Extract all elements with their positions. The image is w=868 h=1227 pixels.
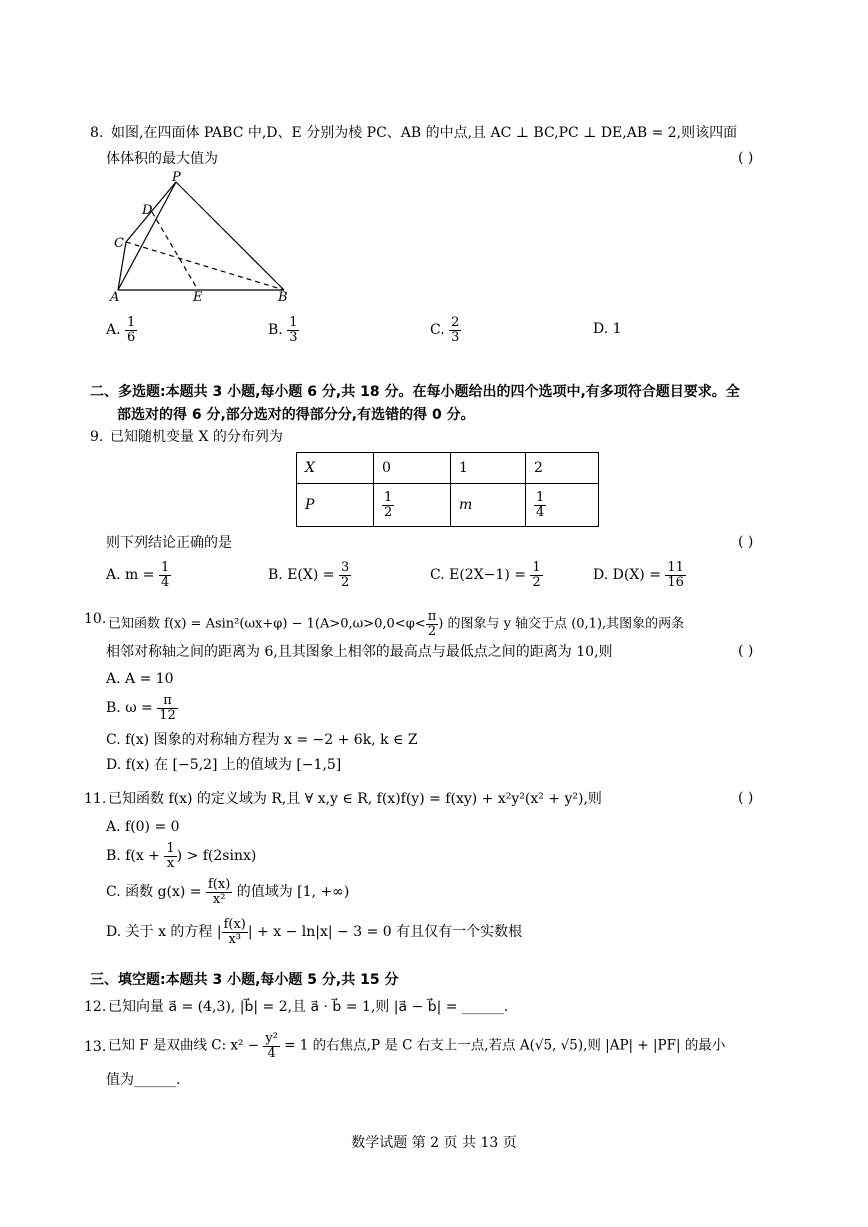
q10-option-b[interactable]: B. ω = $\frac{\pi}{12}$ <box>106 693 176 723</box>
table-cell: 2 <box>526 453 599 484</box>
distribution-table <box>296 452 599 527</box>
q13-stem-line2: 值为______. <box>106 1072 181 1088</box>
q11-answer-paren: ( ) <box>738 790 754 806</box>
section2-heading-line2: 部选对的得 6 分,部分选对的得部分分,有选错的得 0 分。 <box>117 407 475 423</box>
label-D: D <box>142 203 153 218</box>
q10-option-c[interactable]: C. f(x) 图象的对称轴方程为 x = −2 + 6k, k ∈ Z <box>106 732 418 748</box>
q9-option-b[interactable]: B. E(X) = $\frac{3}{2}$ <box>268 560 350 590</box>
segment-DE <box>152 212 198 290</box>
q11-option-c[interactable]: C. 函数 g(x) = $\frac{f(x)}{\text{x²}}$ 的值域为 [1, +∞) <box>106 877 350 907</box>
q10-answer-paren: ( ) <box>738 643 754 659</box>
label-C: C <box>114 236 124 251</box>
q10-stem-line2: 相邻对称轴之间的距离为 6,且其图象上相邻的最高点与最低点之间的距离为 10,则 <box>106 644 613 660</box>
q9-option-c[interactable]: C. E(2X−1) = $\frac{1}{2}$ <box>430 560 541 590</box>
table-cell: P <box>297 484 374 527</box>
table-cell: $\frac{1}{2}$ <box>374 484 451 527</box>
table-cell: 0 <box>374 453 451 484</box>
section2-heading: 二、多选题:本题共 3 小题,每小题 6 分,共 18 分。在每小题给出的四个选项中,有多项符合题目要求。全 <box>90 384 740 400</box>
q12-stem: 已知向量 a⃗ = (4,3), |b⃗| = 2,且 a⃗ · b⃗ = 1,则 |a⃗ − b⃗| = ______. <box>108 999 509 1015</box>
q9-number: 9. <box>90 429 104 445</box>
q8-stem-line2: 体体积的最大值为 <box>106 151 218 167</box>
q10-option-a[interactable]: A. A = 10 <box>106 671 174 687</box>
table-cell: X <box>297 453 374 484</box>
q9-prompt: 则下列结论正确的是 <box>106 535 232 551</box>
q8-option-a[interactable]: A. $\frac{1}{6}$ <box>106 315 136 345</box>
q8-number: 8. <box>90 125 104 141</box>
table-cell: 1 <box>451 453 526 484</box>
q13-stem-line1: 已知 F 是双曲线 C: x² − $\frac{\text{y²}}{4}$ = 1 的右焦点,P 是 C 右支上一点,若点 A(√5, √5),则 |AP| + |PF| 的最小 <box>108 1031 726 1061</box>
table-cell: m <box>451 484 526 527</box>
tetrahedron-figure <box>104 170 299 310</box>
q11-option-b[interactable]: B. f(x + $\frac{1}{x}$ ) > f(2sinx) <box>106 841 257 871</box>
label-A: A <box>110 290 120 305</box>
q10-stem-line1: 已知函数 f(x) = Asin²(ωx+φ) − 1(A>0,ω>0,0<φ< $\frac{\pi}{2}$ ) 的图象与 y 轴交于点 (0,1),其图象的两条 <box>108 609 685 639</box>
label-E: E <box>193 290 203 305</box>
q10-option-d[interactable]: D. f(x) 在 [−5,2] 上的值域为 [−1,5] <box>106 757 342 773</box>
q12-number: 12. <box>84 999 107 1015</box>
q8-option-c[interactable]: C. $\frac{2}{3}$ <box>430 315 460 345</box>
q8-option-b[interactable]: B. $\frac{1}{3}$ <box>268 315 298 345</box>
q11-stem: 已知函数 f(x) 的定义域为 R,且 ∀ x,y ∈ R, f(x)f(y) = f(xy) + x²y²(x² + y²),则 <box>108 791 602 807</box>
table-row <box>297 484 599 527</box>
q9-option-d[interactable]: D. D(X) = $\frac{11}{16}$ <box>593 560 684 590</box>
q9-answer-paren: ( ) <box>738 534 754 550</box>
q8-answer-paren: ( ) <box>738 150 754 166</box>
q11-option-a[interactable]: A. f(0) = 0 <box>106 819 180 835</box>
label-B: B <box>278 290 288 305</box>
label-P: P <box>172 170 181 185</box>
table-row <box>297 453 599 484</box>
q8-option-d[interactable]: D. 1 <box>593 321 622 337</box>
q11-number: 11. <box>84 791 107 807</box>
q9-option-a[interactable]: A. m = $\frac{1}{4}$ <box>106 560 170 590</box>
q8-stem-line1: 如图,在四面体 PABC 中,D、E 分别为棱 PC、AB 的中点,且 AC ⊥ BC,PC ⊥ DE,AB = 2,则该四面 <box>111 125 738 141</box>
section3-heading: 三、填空题:本题共 3 小题,每小题 5 分,共 15 分 <box>90 972 399 988</box>
q9-stem: 已知随机变量 X 的分布列为 <box>110 429 283 445</box>
edge-PA <box>118 182 176 290</box>
q13-number: 13. <box>84 1039 107 1055</box>
table-cell: $\frac{1}{4}$ <box>526 484 599 527</box>
page-footer: 数学试题 第 2 页 共 13 页 <box>351 1135 517 1151</box>
q10-number: 10. <box>84 611 107 627</box>
q11-option-d[interactable]: D. 关于 x 的方程 | $\frac{f(x)}{\text{x³}}$ | + x − ln|x| − 3 = 0 有且仅有一个实数根 <box>106 917 523 947</box>
